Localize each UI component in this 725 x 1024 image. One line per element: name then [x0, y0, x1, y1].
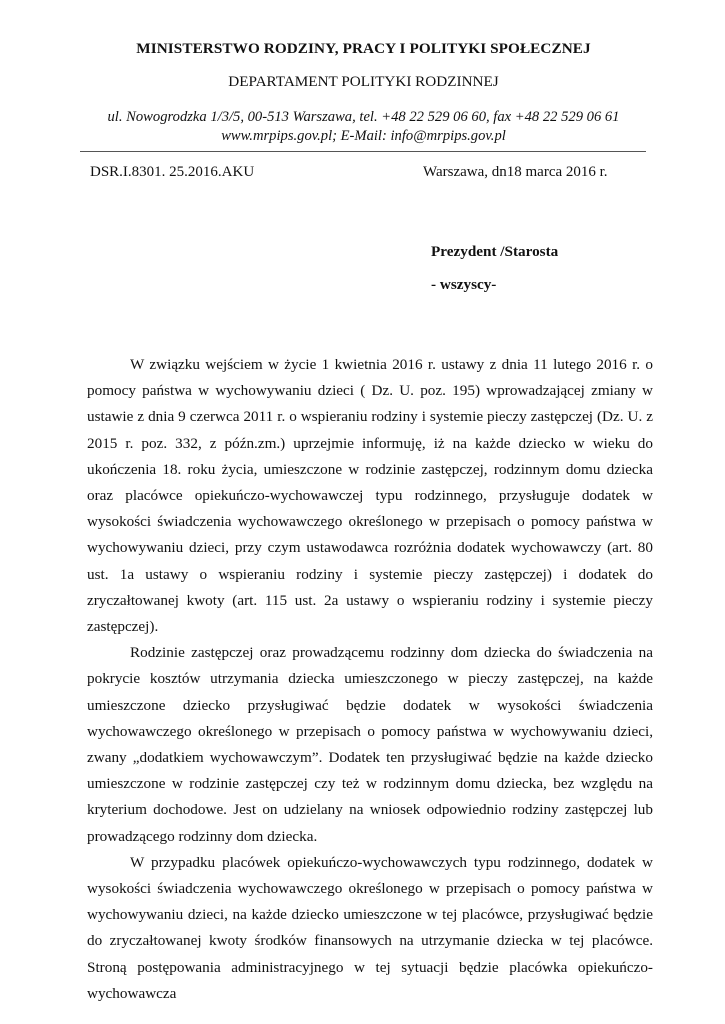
department-name: DEPARTAMENT POLITYKI RODZINNEJ	[228, 73, 499, 90]
letter-body	[87, 352, 653, 1007]
address-line: ul. Nowogrodzka 1/3/5, 00-513 Warszawa, tel. +48 22 529 06 60, fax +48 22 529 06 61	[107, 109, 620, 125]
recipient-title: Prezydent /Starosta	[431, 243, 559, 260]
header-divider	[80, 151, 646, 152]
address-block	[80, 108, 647, 146]
paragraph-3: W przypadku placówek opiekuńczo-wychowawczych typu rodzinnego, dodatek w wysokości świadczenia wychowawczego określonego w przepisach o pomocy państwa w wychowywaniu dzieci, na każde dziecko umieszczone w tej placówce, przysługiwać będzie do zryczałtowanej kwoty środków finansowych na utrzymanie dziecka w tej placówce. Stroną postępowania administracyjnego w tej sytuacji będzie placówka opiekuńczo-wychowawcza	[87, 853, 653, 1002]
place-and-date: Warszawa, dn18 marca 2016 r.	[423, 164, 608, 180]
web-email-line: www.mrpips.gov.pl; E-Mail: info@mrpips.gov.pl	[221, 128, 506, 144]
paragraph-1: W związku wejściem w życie 1 kwietnia 2016 r. ustawy z dnia 11 lutego 2016 r. o pomocy państwa w wychowywaniu dzieci ( Dz. U. poz. 195) wprowadzającej zmiany w ustawie z dnia 9 czerwca 2011 r. o wspieraniu rodziny i systemie pieczy zastępczej (Dz. U. z 2015 r. poz. 332, z późn.zm.) uprzejmie informuję, iż na każde dziecko w wieku do ukończenia 18. roku życia, umieszczone w rodzinie zastępczej, rodzinnym domu dziecka oraz placówce opiekuńczo-wychowawczej typu rodzinnego, przysługuje dodatek w wysokości świadczenia wychowawczego określonego w przepisach o pomocy państwa w wychowywaniu dzieci, przy czym ustawodawca rozróżnia dodatek wychowawczy (art. 80 ust. 1a ustawy o wspieraniu rodziny i systemie pieczy zastępczej) i dodatek do zryczałtowanej kwoty (art. 115 ust. 2a ustawy o wspieraniu rodziny i systemie pieczy zastępczej).	[87, 356, 653, 636]
ministry-name: MINISTERSTWO RODZINY, PRACY I POLITYKI SPOŁECZNEJ	[136, 40, 591, 57]
case-signature: DSR.I.8301. 25.2016.AKU	[90, 164, 255, 180]
paragraph-2: Rodzinie zastępczej oraz prowadzącemu rodzinny dom dziecka do świadczenia na pokrycie kosztów utrzymania dziecka umieszczonego w pieczy zastępczej, na każde umieszczone dziecko przysługiwać będzie dodatek w wysokości świadczenia wychowawczego określonego w przepisach o pomocy państwa w wychowywaniu dzieci, zwany „dodatkiem wychowawczym”. Dodatek ten przysługiwać będzie na każde dziecko umieszczone w rodzinie zastępczej czy też w rodzinnym domu dziecka, bez względu na kryterium dochodowe. Jest on udzielany na wniosek odpowiednio rodziny zastępczej lub prowadzącego rodzinny dom dziecka.	[87, 644, 653, 845]
recipient-scope: - wszyscy-	[431, 276, 497, 293]
